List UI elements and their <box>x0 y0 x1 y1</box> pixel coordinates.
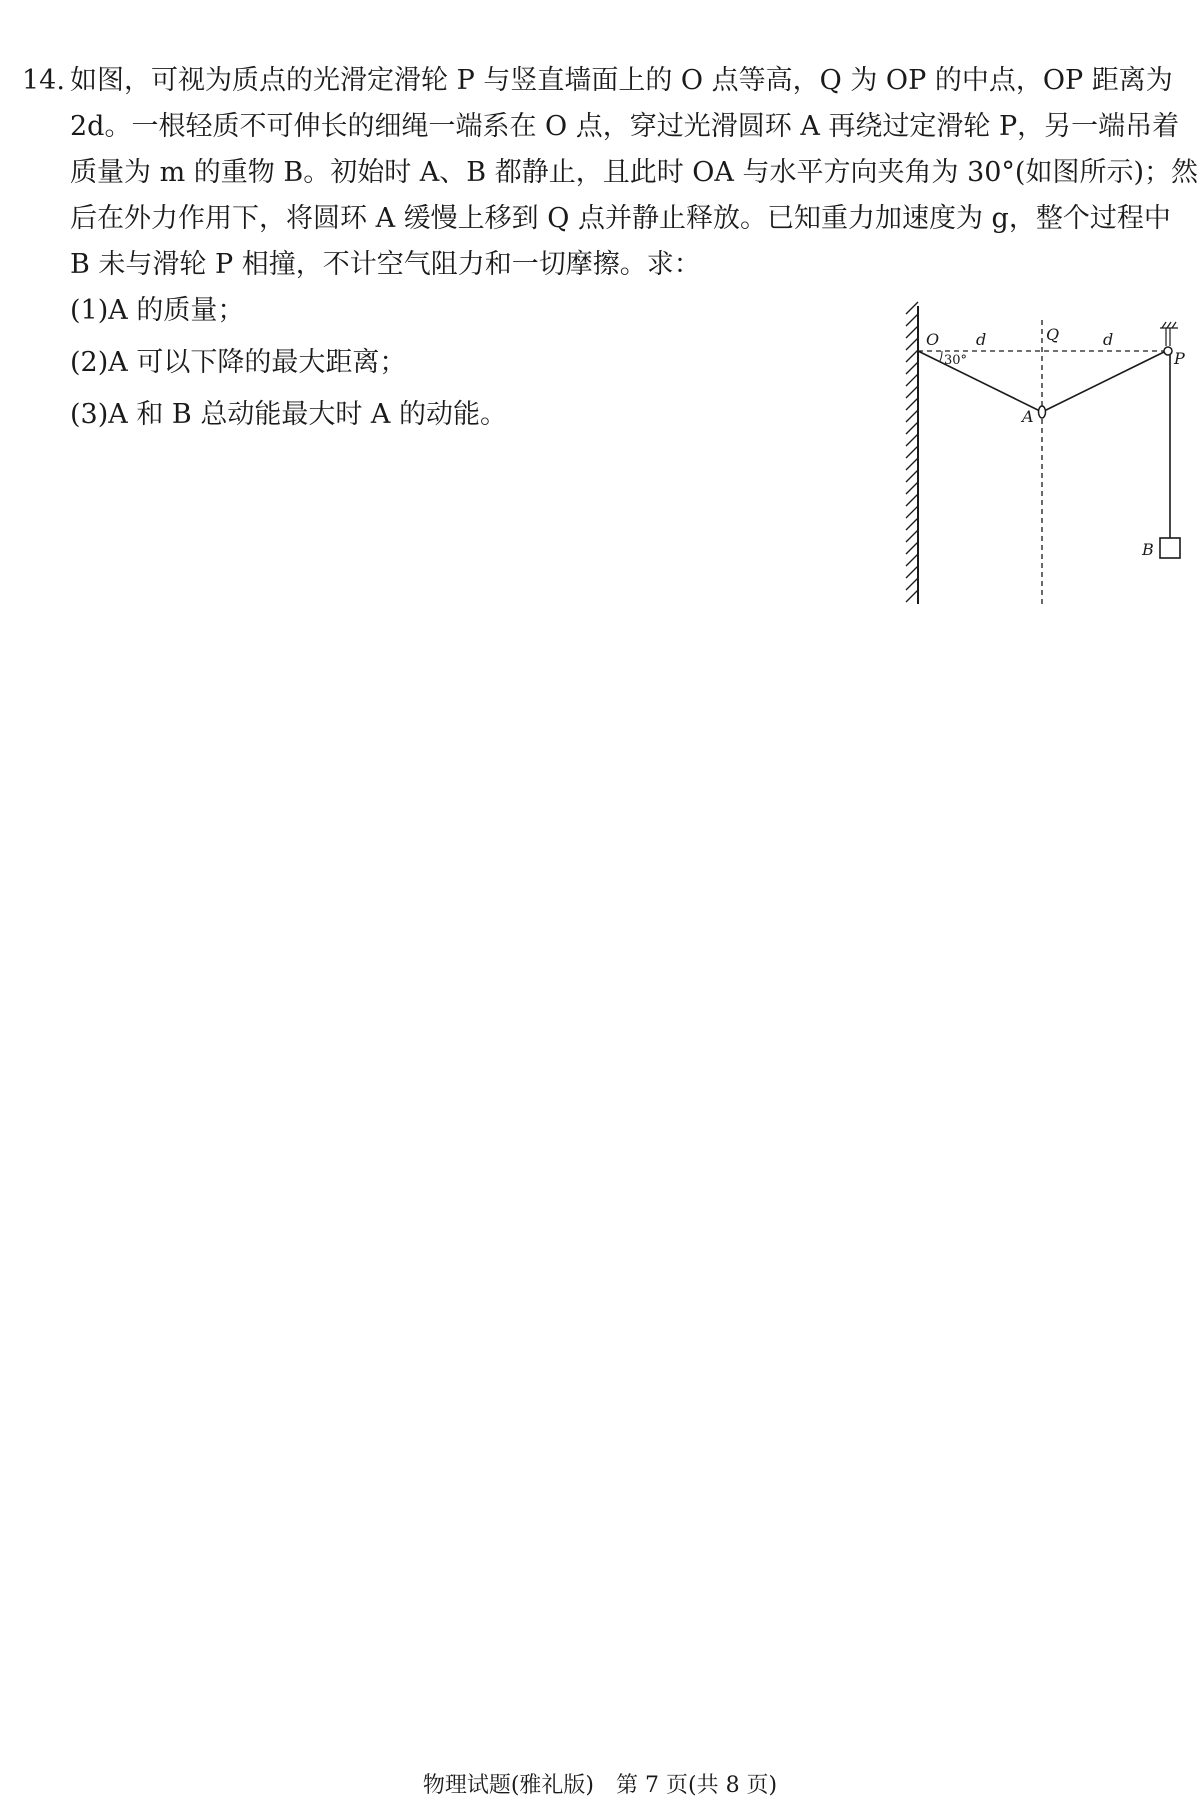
pulley-diagram <box>898 300 1188 610</box>
label-b: B <box>1142 540 1154 559</box>
sub-question-2: (2)A 可以下降的最大距离； <box>70 347 407 378</box>
question-line-5: B 未与滑轮 P 相撞，不计空气阻力和一切摩擦。求： <box>70 249 701 280</box>
rope-oa <box>918 351 1042 412</box>
label-angle: 30° <box>944 353 968 368</box>
weight-b <box>1160 538 1180 558</box>
label-p: P <box>1174 349 1185 368</box>
rope-ap <box>1042 351 1166 412</box>
page-footer: 物理试题(雅礼版) 第 7 页(共 8 页) <box>422 1773 778 1798</box>
label-a: A <box>1022 407 1034 426</box>
pulley-support <box>1160 322 1178 346</box>
question-text-1: 如图，可视为质点的光滑定滑轮 P 与竖直墙面上的 O 点等高，Q 为 OP 的中点，OP 距离为 <box>70 65 1173 96</box>
label-o: O <box>926 330 940 349</box>
question-number: 14. <box>22 65 65 96</box>
question-line-4: 后在外力作用下，将圆环 A 缓慢上移到 Q 点并静止释放。已知重力加速度为 g，整个过程中 <box>70 203 1171 234</box>
label-d-left: d <box>976 330 987 349</box>
ring-a <box>1039 406 1046 418</box>
angle-arc <box>940 351 942 361</box>
sub-question-1: (1)A 的质量； <box>70 295 245 326</box>
question-14 <box>22 58 1198 288</box>
label-d-right: d <box>1103 330 1114 349</box>
question-line-1 <box>22 58 1182 104</box>
sub-question-3: (3)A 和 B 总动能最大时 A 的动能。 <box>70 399 507 430</box>
question-line-2: 2d。一根轻质不可伸长的细绳一端系在 O 点，穿过光滑圆环 A 再绕过定滑轮 P，另一端吊着 <box>70 111 1180 142</box>
pulley-p <box>1164 347 1172 355</box>
label-q: Q <box>1046 325 1060 344</box>
question-line-3: 质量为 m 的重物 B。初始时 A、B 都静止，且此时 OA 与水平方向夹角为 30°(如图所示)；然 <box>70 157 1198 188</box>
wall <box>906 302 918 604</box>
